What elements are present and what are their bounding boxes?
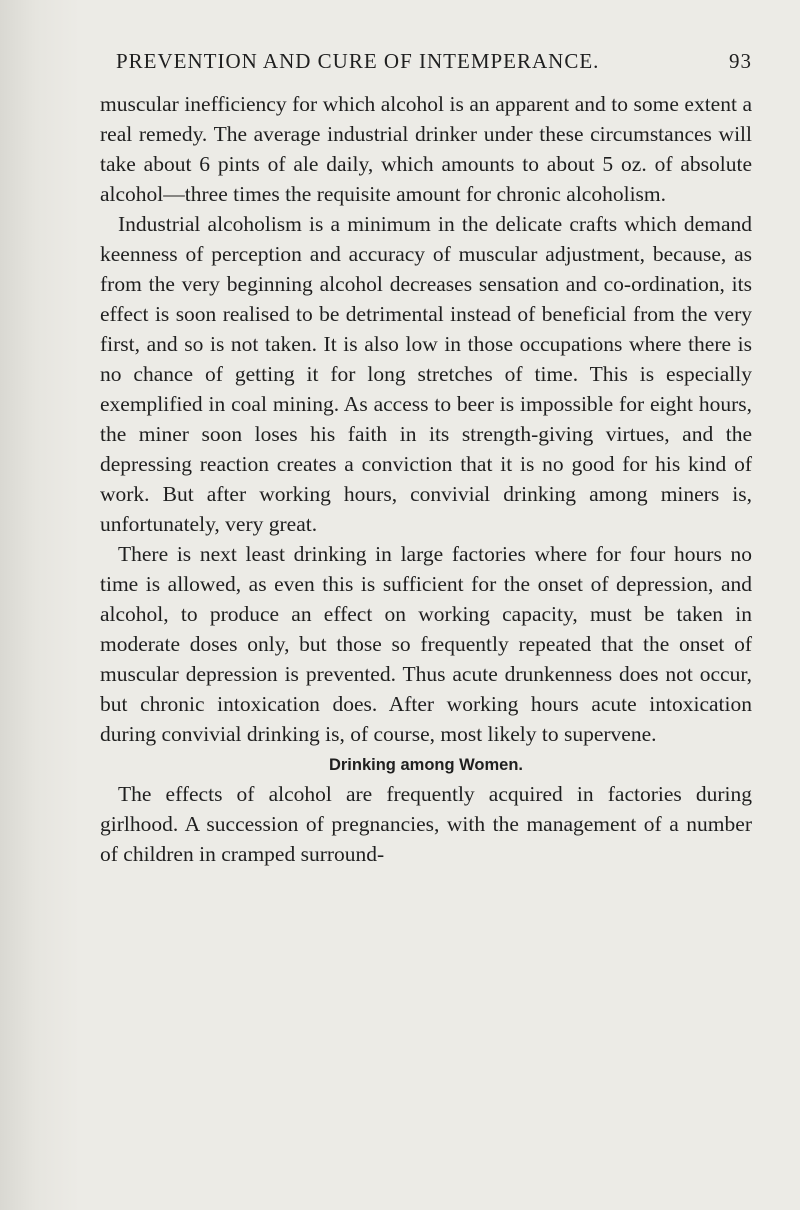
body-text (100, 89, 752, 869)
page-number: 93 (729, 49, 752, 73)
running-title: PREVENTION AND CURE OF INTEMPERANCE. (116, 49, 600, 73)
running-head (100, 44, 752, 78)
section-heading: Drinking among Women. (328, 756, 524, 774)
paragraph-2: Industrial alcoholism is a minimum in the delicate crafts which demand keenness of perception and accuracy of muscular adjustment, because, as from the very beginning alcohol decreases sensation and co-ordination, its effect is soon realised to be detrimental instead of beneficial from the very first, and so is not taken. It is also low in those occupations where there is no chance of getting it for long stretches of time. This is especially exemplified in coal mining. As access to beer is impossible for eight hours, the miner soon loses his faith in its strength-giving virtues, and the depressing reaction creates a conviction that it is no good for his kind of work. But after working hours, convivial drinking among miners is, unfortunately, very great. (100, 212, 752, 536)
page-edge-shadow (0, 0, 80, 1210)
book-page (100, 44, 752, 869)
paragraph-3: There is next least drinking in large factories where for four hours no time is allowed, as even this is sufficient for the onset of depression, and alcohol, to produce an effect on working capacity, must be taken in moderate doses only, but those so frequently repeated that the onset of muscular depression is prevented. Thus acute drunkenness does not occur, but chronic intoxication does. After working hours acute intoxication during convivial drinking is, of course, most likely to supervene. (100, 542, 752, 746)
paragraph-1: muscular inefficiency for which alcohol is an apparent and to some extent a real remedy. The average industrial drinker under these circumstances will take about 6 pints of ale daily, which amounts to about 5 oz. of absolute alcohol—three times the requisite amount for chronic alcoholism. (100, 92, 752, 206)
paragraph-4: The effects of alcohol are frequently acquired in factories during girlhood. A succession of pregnancies, with the management of a number of children in cramped surround- (100, 782, 752, 866)
